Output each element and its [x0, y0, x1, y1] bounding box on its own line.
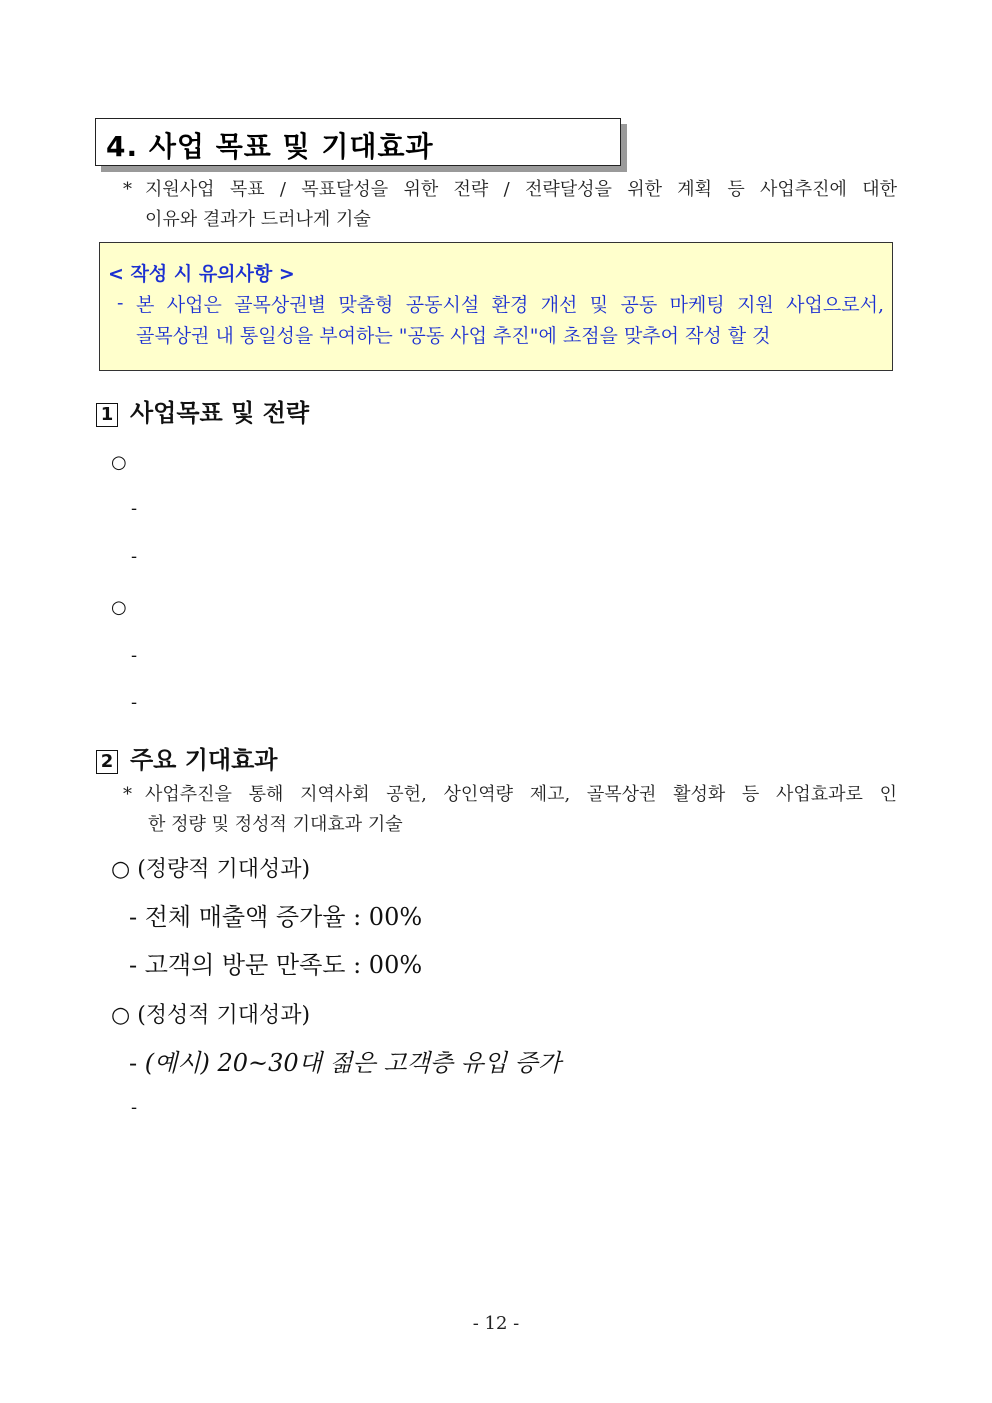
qualitative-item-empty: -	[131, 1097, 138, 1118]
dash-1: -	[131, 498, 138, 519]
section-title: 4. 사업 목표 및 기대효과	[106, 130, 434, 163]
subsection-2-heading	[96, 740, 277, 775]
qualitative-item-example-text: (예시) 20~30대 젊은 고객층 유입 증가	[144, 1049, 562, 1077]
intro-note-line2: 이유와 결과가 드러나게 기술	[145, 209, 371, 230]
writing-guide-line1: 본 사업은 골목상권별 맞춤형 공동시설 환경 개선 및 공동 마케팅 지원 사업으로서,	[136, 294, 884, 316]
subsection-2-note-line2: 한 정량 및 정성적 기대효과 기술	[148, 814, 403, 835]
subsection-2-number: 2	[96, 750, 118, 774]
subsection-2-note-line1: 사업추진을 통해 지역사회 공헌, 상인역량 제고, 골목상권 활성화 등 사업효과로 인	[145, 784, 897, 805]
qualitative-item-example	[129, 1043, 561, 1078]
subsection-2-title: 주요 기대효과	[130, 745, 278, 774]
bullet-1: ○	[111, 452, 127, 473]
intro-note-line1: 지원사업 목표 / 목표달성을 위한 전략 / 전략달성을 위한 계획 등 사업추진에 대한	[145, 179, 897, 200]
page-number: - 12 -	[472, 1313, 520, 1334]
intro-note-star: *	[123, 179, 132, 200]
subsection-1-title: 사업목표 및 전략	[130, 398, 309, 427]
dash-3: -	[131, 645, 138, 666]
writing-guide-box	[99, 242, 893, 371]
qualitative-label: ○ (정성적 기대성과)	[111, 1003, 311, 1028]
writing-guide-dash: -	[117, 292, 124, 314]
writing-guide-title: < 작성 시 유의사항 >	[108, 263, 295, 285]
dash-2: -	[131, 546, 138, 567]
bullet-2: ○	[111, 597, 127, 618]
dash-4: -	[131, 692, 138, 713]
quantitative-label: ○ (정량적 기대성과)	[111, 857, 311, 882]
subsection-2-note-star: *	[123, 784, 132, 805]
section-title-box	[95, 118, 621, 166]
writing-guide-line2: 골목상권 내 통일성을 부여하는 "공동 사업 추진"에 초점을 맞추어 작성 할 것	[136, 325, 771, 347]
quantitative-item-sales: - 전체 매출액 증가율 : 00%	[129, 903, 423, 931]
quantitative-item-satisfaction: - 고객의 방문 만족도 : 00%	[129, 951, 423, 979]
subsection-1-heading	[96, 393, 309, 428]
subsection-1-number: 1	[96, 403, 118, 427]
qualitative-item-dash: -	[129, 1049, 138, 1077]
